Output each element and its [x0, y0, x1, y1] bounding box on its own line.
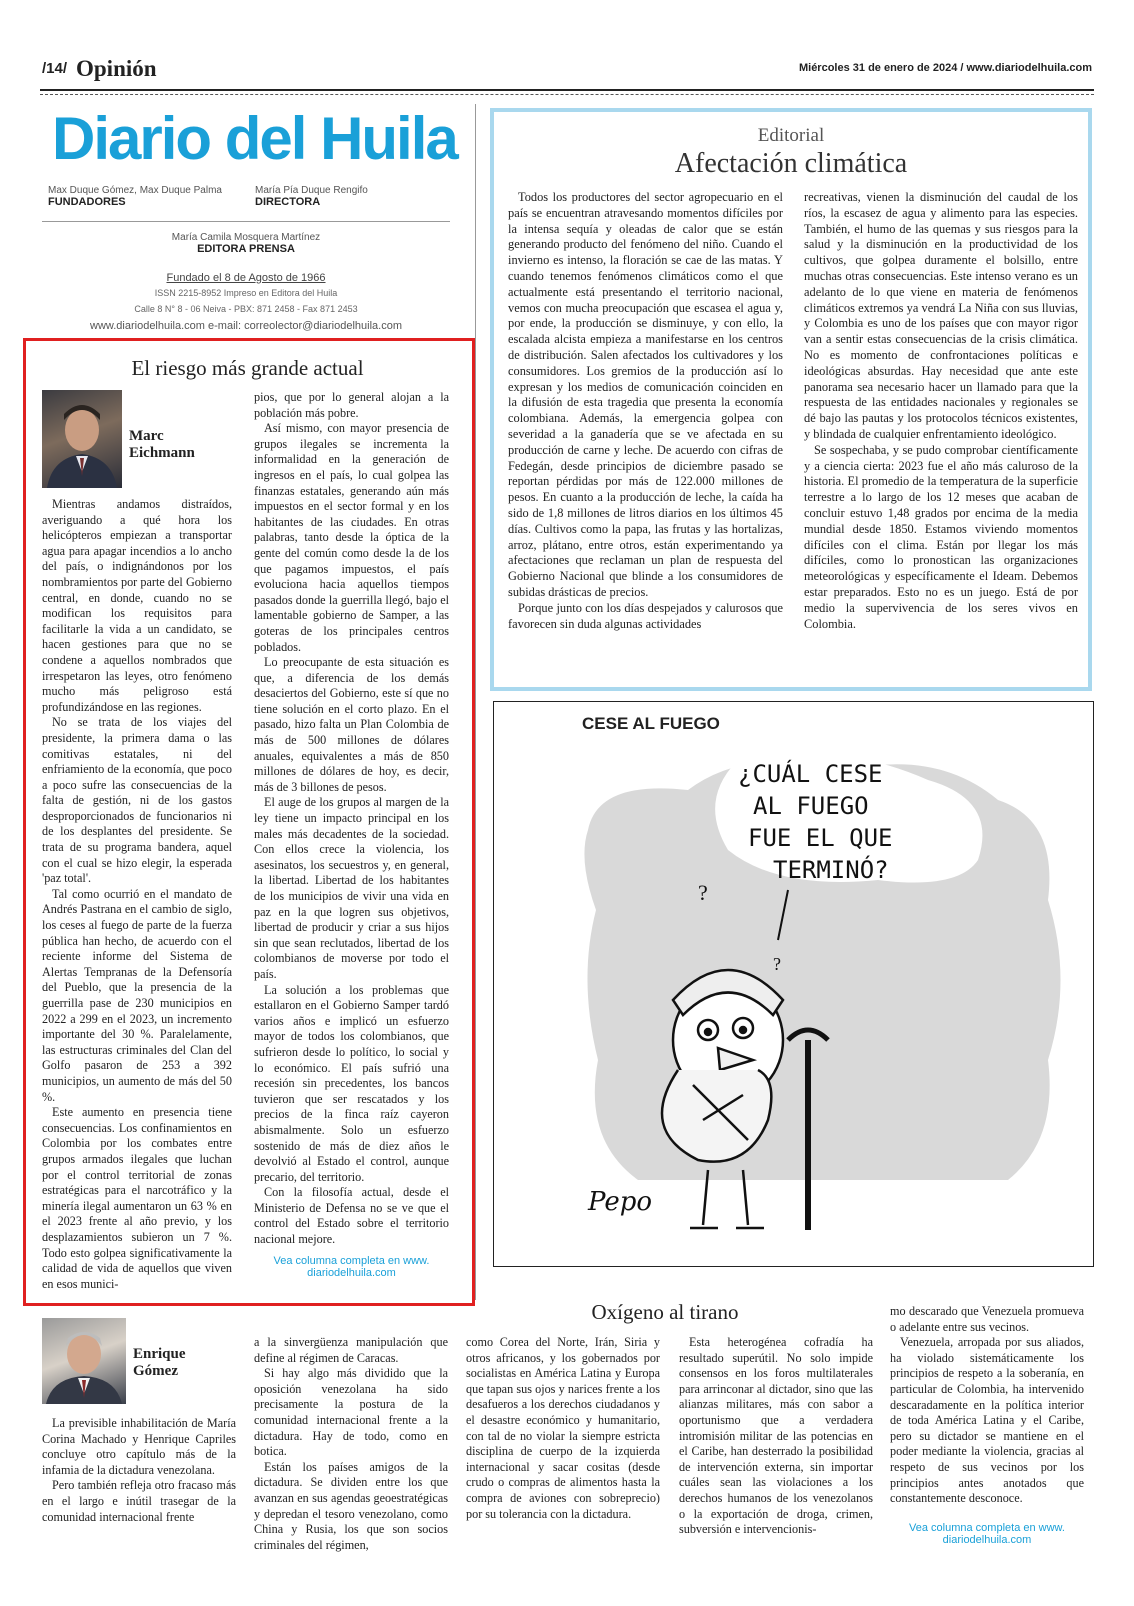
editorial-text-a: [508, 190, 783, 632]
header-rule: [40, 89, 1094, 91]
paragraph: La previsible inhabilitación de María Corina Machado y Henrique Capriles concluye otro capítulo más de la infamia de la dictadura venezolana.: [42, 1416, 236, 1477]
paragraph: Si hay algo más dividido que la oposición venezolana ha sido precisamente la postura de la comunidad internacional frente a la dictadura. Hay de todo, como en botica.: [254, 1366, 448, 1459]
editorial-title: Afectación climática: [674, 148, 908, 179]
paragraph: No se trata de los viajes del presidente, la primera dama o las comitivas estatales, ni del enfriamiento de la economía, que poco a poco sufre las consecuencias de la falta de gestión, ni de los gastos desproporcionados de funcionarios ni de los desplantes del presidente. Se trata de su programa bandera, aquel con el cual se hizo elegir, la esperada 'paz total'.: [42, 715, 232, 886]
founders-names: Max Duque Gómez, Max Duque Palma: [48, 185, 222, 196]
speech-line-1: ¿CUÁL CESE: [738, 760, 883, 788]
paragraph: recreativas, vienen la disminución del caudal de los ríos, la escasez de agua y alimento para las especies. También, el humo de las quemas y sus riesgos para la salud y la disminución en la productividad de los cultivos, que golpea duramente el bolsillo, entre muchas otras consecuencias. Este intenso verano es un adelanto de lo que viene en materia de fenómenos climáticos extremos ya vendrá La Niña con sus lluvias, y Colombia es uno de los países que con mayor rigor van a sentir estas consecuencias de la crisis climática. No es momento de confrontaciones políticas e ideológicas absurdas. Hay necesidad que ante este panorama sea necesario hacer un llamado para que la respuesta de las entidades nacionales y regionales se dé bajo las pautas y los protocolos técnicos existentes, y blindada de cualquier enfrentamiento ideológico.: [804, 190, 1078, 441]
column-title: El riesgo más grande actual: [131, 356, 364, 380]
editor: [42, 232, 450, 255]
founded-text: Fundado el 8 de Agosto de 1966: [166, 272, 326, 284]
paragraph: Todos los productores del sector agropecuario en el país se encuentran atravesando momentos difíciles por la intensa sequía y oleadas de calor que se están generando producto del fenómeno del niño. Cuando el invierno es intenso, la floración se cae de las matas. Y cuando tenemos fenómenos climáticos como el que actualmente está presentando el territorio nacional, vemos con mucha preocupación que escasea el agua y, por ende, la producción se disminuye, y con ello, la escalada alcista empieza a manifestarse en los centros de distribución. Salen afectados los cultivadores y los consumidores. Los gremios de la producción así lo expresan y los medios de comunicación coinciden en la difusión de esta tragedia que presenta la economía colombiana. Además, la emergencia golpea con severidad a la ganadería que se ve afectada en su producción de carne y leche. De acuerdo con cifras de Fedegán, desde principios de diciembre pasado se reportan pérdidas por más de 122.000 millones de pesos. En cuanto a la producción de leche, la caída ha sido de 1,8 millones de litros diarios en los últimos 45 días. Cultivos como la papa, las frutas y las hortalizas, arroz, plátano, entre otros, están experimentando ya afectaciones que reclaman un plan de respuesta del Gobierno Nacional que blinde a los consumidores de subidas drásticas de precios.: [508, 190, 783, 599]
paragraph: Lo preocupante de esta situación es que, a diferencia de los demás desaciertos del Gobierno, este sí que no tiene solución en el corto plazo. En el pasado, hizo falta un Plan Colombia de más de 500 millones de dólares anuales, equivalentes a más de 850 millones de dólares de hoy, es decir, más de 3 billones de pesos.: [254, 655, 449, 794]
paragraph: Están los países amigos de la dictadura. Se dividen entre los que avanzan en sus agendas geoestratégicas y depredan el tesoro venezolano, como China y Rusia, los que son socios criminales del régimen,: [254, 1459, 448, 1552]
paragraph: Venezuela, arropada por sus aliados, ha violado sistemáticamente los principios de respeto a la soberanía, en particular de Colombia, ha intervenido descaradamente en la política interior de toda América Latina y el Caribe, pero su dictador se mantiene en el poder mediante la violencia, gracias al respeto de sus vecinos por los principios antes anotados que constantemente desconoce.: [890, 1335, 1084, 1506]
paragraph: Mientras andamos distraídos, averiguando a qué hora los helicópteros empiezan a transportar agua para apagar incendios a lo ancho del país, o indignándonos por los nombramientos por parte del Gobierno central, en donde, cuando no se modifican los requisitos para facilitarle la vida a un candidato, se hacen gestiones para que no se condene a aquellos nombrados que irrespetaron las leyes, otro fenómeno mucho más peligroso está profundizándose en las regiones.: [42, 497, 232, 714]
dateline: Miércoles 31 de enero de 2024 / www.diariodelhuila.com: [798, 62, 1092, 74]
page-number: /14/: [42, 60, 68, 77]
masthead-rule: [42, 221, 450, 222]
author-name: Enrique Gómez: [133, 1346, 186, 1379]
issn: ISSN 2215-8952 Impreso en Editora del Huila: [154, 288, 338, 298]
section-title: Opinión: [76, 56, 157, 81]
editorial-kicker: Editorial: [757, 125, 825, 146]
editor-name: María Camila Mosquera Martínez: [171, 232, 321, 243]
bottom-text-1: [42, 1416, 236, 1525]
column1-text-a: [42, 497, 232, 1292]
paragraph: Tal como ocurrió en el mandato de Andrés Pastrana en el cambio de siglo, los ceses al fuego de parte de la fuerza pública han hecho, de acuerdo con el reciente informe del Sistema de Alertas Tempranas de la Defensoría del Pueblo, que la presencia de la guerrilla pase de 230 municipios en 2022 a 299 en el 2023, un incremento importante del 30 %. Paralelamente, las estructuras criminales del Clan del Golfo pasaron de 253 a 392 municipios, un aumento de más del 50 %.: [42, 886, 232, 1104]
founders: [48, 185, 222, 208]
column-divider: [475, 104, 476, 1300]
director-name: María Pía Duque Rengifo: [255, 185, 368, 196]
read-more-link[interactable]: Vea columna completa en www. diariodelhuila.com: [273, 1255, 430, 1279]
newspaper-logo: Diario del Huila: [52, 105, 457, 172]
paragraph: pios, que por lo general alojan a la población más pobre.: [254, 390, 449, 420]
paragraph: Con la filosofía actual, desde el Ministerio de Defensa no se ve que el control del Estado sobre el territorio nacional mejore.: [254, 1185, 449, 1247]
address: Calle 8 N° 8 - 06 Neiva - PBX: 871 2458 - Fax 871 2453: [134, 304, 358, 314]
author-portrait-icon: [42, 1318, 126, 1404]
header-rule-dashed: [40, 94, 1094, 95]
editor-role: EDITORA PRENSA: [197, 243, 295, 255]
author-photo: [42, 390, 122, 488]
question-mark: ?: [773, 954, 781, 974]
bottom-text-2: [254, 1335, 448, 1553]
bottom-text-3: [466, 1335, 660, 1522]
bottom-column-title: Oxígeno al tirano: [591, 1300, 739, 1324]
author-name: Marc Eichmann: [129, 428, 195, 461]
founders-role: FUNDADORES: [48, 196, 126, 208]
bottom-text-4: [679, 1335, 873, 1538]
read-more-link[interactable]: Vea columna completa en www. diariodelhuila.com: [909, 1522, 1065, 1546]
author-portrait-icon: [42, 390, 122, 488]
paragraph: como Corea del Norte, Irán, Siria y otros africanos, y los gobernados por socialistas en América Latina y Europa que tapan sus ojos y narices frente a los desafueros a los derechos ciudadanos y el desastre económico y humanitario, con tal de no violar la siempre estricta disciplina de cuerpo de la izquierda internacional y sacar cositas (desde crudo o compras de alimentos hasta la compra de aviones con sobreprecio) por su tolerancia con la dictadura.: [466, 1335, 660, 1521]
director: [255, 185, 368, 208]
director-role: DIRECTORA: [255, 196, 321, 208]
question-mark: ?: [698, 880, 708, 905]
founded-date: [42, 272, 450, 284]
cartoon-illustration: [578, 740, 1078, 1245]
paragraph: Este aumento en presencia tiene consecuencias. Los confinamientos en Colombia por los combates entre grupos armados ilegales que luchan por el control territorial de zonas estratégicas para el narcotráfico y la minería ilegal aumentaron un 63 % en el 2023 frente al año previo, y los desplazamientos subieron un 7 %. Todo esto golpea significativamente la calidad de vida de aquellos que viven en esos munici-: [42, 1105, 232, 1291]
paragraph: El auge de los grupos al margen de la ley tiene un impacto principal en los males más decadentes de la sociedad. Con ellos crece la violencia, los asesinatos, los secuestros y, en general, la libertad. Libertad de los habitantes de los municipios de vivir una vida en paz en la que logren sus objetivos, libertad de producir y criar a sus hijos sin que sean reclutados, libertad de los colombianos de moverse por todo el país.: [254, 795, 449, 981]
column1-text-b: [254, 390, 449, 1248]
paragraph: Esta heterogénea cofradía ha resultado superútil. No solo impide consensos en los foros multilaterales para arrinconar al dictador, sino que las alianzas militares, más con sabor a oportunismo que a verdadera intromisión militar de las potencias en el Caribe, han desterrado la posibilidad de intervención externa, sin importar cuáles sean las violaciones a los derechos humanos de los venezolanos o la exportación de droga, crimen, subversión e intervencionis-: [679, 1335, 873, 1537]
bottom-text-5: [890, 1304, 1084, 1507]
author-photo: [42, 1318, 126, 1404]
speech-line-4: TERMINÓ?: [773, 856, 889, 884]
speech-line-2: AL FUEGO: [753, 792, 869, 820]
paragraph: Así mismo, con mayor presencia de grupos ilegales se incrementa la informalidad en la generación de ingresos en el país, lo cual golpea las finanzas estatales, generando aún más impuestos en el sector formal y en los habitantes de las ciudades. En otras palabras, tanto desde la óptica de la gente del común como desde la de los que pagamos impuestos, el país evoluciona hacia aquellos tiempos pasados donde la guerrilla llegó, bajo el lamentable gobierno de Samper, a las goteras de los principales centros poblados.: [254, 421, 449, 654]
cartoonist-signature: Pepo: [588, 1187, 653, 1217]
paragraph: La solución a los problemas que estallaron en el Gobierno Samper tardó varios años e implicó un esfuerzo mayor de todos los colombianos, que sufrieron desde lo político, lo social y lo económico. El país sufrió una recesión sin precedentes, los bancos tuvieron que ser rescatados y los precios de la finca raíz cayeron abismalmente. Solo un esfuerzo sostenido de más de diez años le devolvió al Estado el control, aunque precario, del territorio.: [254, 982, 449, 1184]
paragraph: Pero también refleja otro fracaso más en el largo e inútil trasegar de la comunidad internacional frente: [42, 1478, 236, 1524]
contact-line: www.diariodelhuila.com e-mail: correolector@diariodelhuila.com: [90, 320, 402, 332]
paragraph: Porque junto con los días despejados y calurosos que favorecen sin duda algunas actividades: [508, 600, 783, 631]
speech-line-3: FUE EL QUE: [748, 824, 893, 852]
paragraph: mo descarado que Venezuela promueva o adelante entre sus vecinos.: [890, 1304, 1084, 1334]
paragraph: a la sinvergüenza manipulación que define al régimen de Caracas.: [254, 1335, 448, 1365]
editorial-text-b: [804, 190, 1078, 632]
cartoon-title: CESE AL FUEGO: [582, 714, 720, 733]
paragraph: Se sospechaba, y se pudo comprobar científicamente y a ciencia cierta: 2023 fue el año más caluroso de la historia. El promedio de la temperatura de la superficie terrestre a lo largo de los 12 meses que acaban de concluir estuvo 1,48 grados por encima de la media mundial desde 1850. Estamos viviendo momentos difíciles con el clima. Están por llegar los más difíciles, como lo pronostican las organizaciones meteorológicas y específicamente el Ideam. Debemos estar preparados. Esto no es un juego. Está de por medio la supervivencia de los seres vivos en Colombia.: [804, 442, 1078, 631]
